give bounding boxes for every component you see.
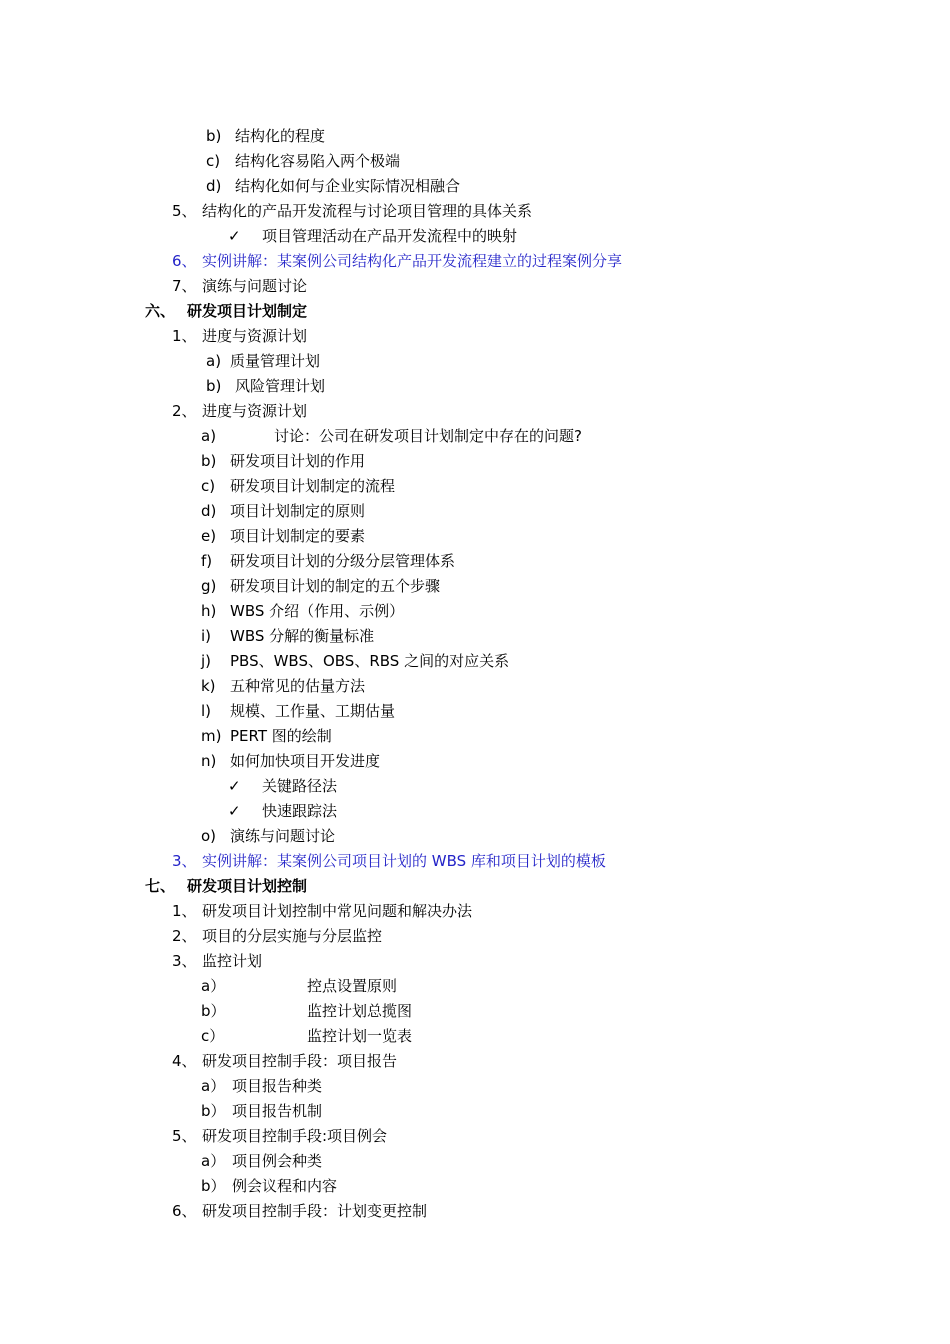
item-text: 研发项目控制手段：项目报告 (202, 1052, 398, 1070)
item-marker: f) (201, 552, 213, 570)
item-text: 进度与资源计划 (202, 327, 308, 345)
checkmark-icon: ✓ (228, 777, 241, 795)
outline-item (206, 174, 460, 199)
item-text: 演练与问题讨论 (230, 827, 336, 845)
outline-item (172, 949, 262, 974)
item-text: 如何加快项目开发进度 (230, 752, 381, 770)
item-text: 质量管理计划 (230, 352, 321, 370)
outline-item (201, 724, 332, 749)
item-text: 项目报告种类 (232, 1077, 323, 1095)
outline-item (201, 424, 582, 449)
outline-item (201, 499, 365, 524)
outline-item (201, 574, 440, 599)
item-text: 五种常见的估量方法 (230, 677, 366, 695)
item-text: 项目计划制定的要素 (230, 527, 366, 545)
outline-item (201, 749, 380, 774)
item-marker: 5、 (172, 1127, 197, 1145)
item-marker: 6、 (172, 1202, 197, 1220)
item-marker: b) (201, 452, 217, 470)
outline-item (228, 774, 337, 799)
item-marker: 2、 (172, 927, 197, 945)
item-marker: m) (201, 727, 222, 745)
item-text: 研发项目控制手段：计划变更控制 (202, 1202, 428, 1220)
item-text: 监控计划 (202, 952, 263, 970)
outline-item (201, 449, 365, 474)
outline-item (206, 374, 325, 399)
item-marker: d) (206, 177, 222, 195)
item-text: 监控计划总揽图 (307, 1002, 413, 1020)
item-text: 实例讲解：某案例公司项目计划的 WBS 库和项目计划的模板 (202, 852, 606, 870)
item-text: 项目管理活动在产品开发流程中的映射 (262, 227, 518, 245)
item-text: 研发项目控制手段:项目例会 (202, 1127, 388, 1145)
item-marker: 7、 (172, 277, 197, 295)
checkmark-icon: ✓ (228, 227, 241, 245)
item-marker: a) (206, 352, 222, 370)
item-text: 演练与问题讨论 (202, 277, 308, 295)
outline-item-highlight (172, 849, 606, 874)
outline-item-highlight (172, 249, 622, 274)
outline-item (172, 274, 307, 299)
outline-item (201, 1024, 412, 1049)
outline-item (228, 224, 517, 249)
item-marker: n) (201, 752, 217, 770)
item-text: 快速跟踪法 (262, 802, 338, 820)
item-marker: 1、 (172, 327, 197, 345)
item-marker: b） (201, 1002, 226, 1020)
item-marker: o) (201, 827, 217, 845)
item-text: 研发项目计划制定的流程 (230, 477, 396, 495)
item-text: 讨论：公司在研发项目计划制定中存在的问题? (274, 427, 582, 445)
outline-item (201, 1099, 322, 1124)
outline-item (201, 1174, 337, 1199)
item-text: 研发项目计划的作用 (230, 452, 366, 470)
item-marker: c） (201, 1027, 225, 1045)
outline-item (172, 399, 307, 424)
item-text: 结构化容易陷入两个极端 (235, 152, 401, 170)
section-marker: 七、 (145, 877, 176, 895)
outline-item (206, 349, 320, 374)
item-text: 规模、工作量、工期估量 (230, 702, 396, 720)
item-marker: 1、 (172, 902, 197, 920)
item-text: 项目计划制定的原则 (230, 502, 366, 520)
item-marker: j) (201, 652, 212, 670)
item-marker: b） (201, 1102, 226, 1120)
section-heading (145, 874, 307, 899)
outline-item (201, 1149, 322, 1174)
item-marker: h) (201, 602, 217, 620)
item-text: 监控计划一览表 (307, 1027, 413, 1045)
outline-item (201, 649, 509, 674)
item-marker: d) (201, 502, 217, 520)
outline-item (172, 899, 472, 924)
item-text: 结构化的产品开发流程与讨论项目管理的具体关系 (202, 202, 533, 220)
outline-item (201, 674, 365, 699)
item-text: 项目的分层实施与分层监控 (202, 927, 383, 945)
item-marker: b) (206, 127, 222, 145)
item-text: 研发项目计划的分级分层管理体系 (230, 552, 456, 570)
item-text: 项目报告机制 (232, 1102, 323, 1120)
outline-item (201, 624, 374, 649)
item-text: PBS、WBS、OBS、RBS 之间的对应关系 (230, 652, 510, 670)
item-marker: e) (201, 527, 217, 545)
outline-item (201, 474, 395, 499)
item-marker: l) (201, 702, 212, 720)
item-marker: i) (201, 627, 212, 645)
item-text: PERT 图的绘制 (230, 727, 332, 745)
item-text: 实例讲解：某案例公司结构化产品开发流程建立的过程案例分享 (202, 252, 623, 270)
item-marker: 4、 (172, 1052, 197, 1070)
item-marker: b） (201, 1177, 226, 1195)
outline-item (201, 549, 455, 574)
outline-item (201, 974, 397, 999)
item-marker: b) (206, 377, 222, 395)
item-text: 例会议程和内容 (232, 1177, 338, 1195)
section-heading (145, 299, 307, 324)
outline-item (228, 799, 337, 824)
outline-item (172, 1049, 397, 1074)
outline-item (206, 124, 325, 149)
outline-item (201, 599, 404, 624)
item-marker: k) (201, 677, 216, 695)
outline-item (172, 924, 382, 949)
item-text: 进度与资源计划 (202, 402, 308, 420)
item-text: WBS 介绍（作用、示例） (230, 602, 405, 620)
item-marker: 2、 (172, 402, 197, 420)
outline-item (201, 824, 335, 849)
outline-item (172, 324, 307, 349)
item-text: 项目例会种类 (232, 1152, 323, 1170)
section-marker: 六、 (145, 302, 176, 320)
item-text: 结构化如何与企业实际情况相融合 (235, 177, 461, 195)
section-title: 研发项目计划控制 (187, 877, 308, 895)
item-text: 结构化的程度 (235, 127, 326, 145)
item-marker: 6、 (172, 252, 197, 270)
item-text: 关键路径法 (262, 777, 338, 795)
outline-item (201, 699, 395, 724)
item-text: 研发项目计划控制中常见问题和解决办法 (202, 902, 473, 920)
item-marker: g) (201, 577, 217, 595)
item-marker: a） (201, 977, 226, 995)
checkmark-icon: ✓ (228, 802, 241, 820)
outline-item (172, 1199, 427, 1224)
item-marker: a) (201, 427, 217, 445)
item-marker: 5、 (172, 202, 197, 220)
outline-item (201, 999, 412, 1024)
item-marker: c) (201, 477, 216, 495)
outline-item (172, 1124, 387, 1149)
item-marker: 3、 (172, 852, 197, 870)
outline-item (206, 149, 400, 174)
item-marker: 3、 (172, 952, 197, 970)
item-marker: c) (206, 152, 221, 170)
item-text: 风险管理计划 (235, 377, 326, 395)
item-marker: a） (201, 1152, 226, 1170)
item-text: WBS 分解的衡量标准 (230, 627, 375, 645)
section-title: 研发项目计划制定 (187, 302, 308, 320)
outline-item (201, 524, 365, 549)
item-text: 研发项目计划的制定的五个步骤 (230, 577, 441, 595)
item-text: 控点设置原则 (307, 977, 398, 995)
outline-item (201, 1074, 322, 1099)
outline-item (172, 199, 532, 224)
item-marker: a） (201, 1077, 226, 1095)
